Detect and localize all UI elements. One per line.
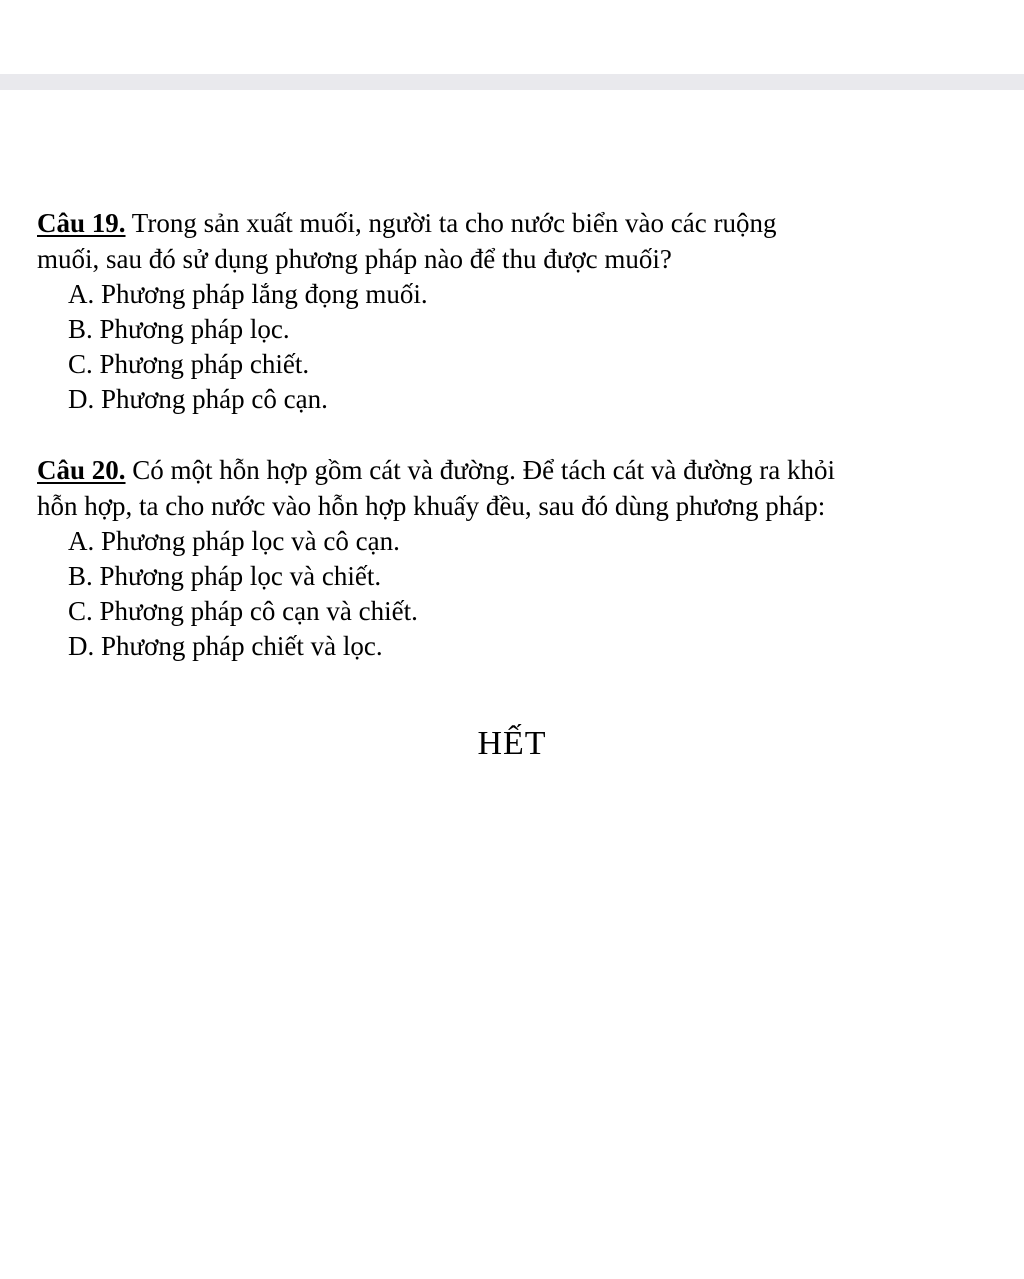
question-20-line-1 — [37, 452, 987, 488]
question-20 — [37, 452, 987, 664]
question-19-option-d: D. Phương pháp cô cạn. — [68, 384, 328, 414]
question-20-number: Câu 20. — [37, 455, 126, 485]
question-20-options — [37, 524, 987, 664]
question-20-stem — [37, 452, 987, 524]
question-20-option-a: A. Phương pháp lọc và cô cạn. — [68, 526, 400, 556]
question-19-option-a: A. Phương pháp lắng đọng muối. — [68, 279, 428, 309]
question-19-option-b: B. Phương pháp lọc. — [68, 314, 290, 344]
question-19 — [37, 205, 987, 417]
question-20-option-d: D. Phương pháp chiết và lọc. — [68, 631, 383, 661]
end-mark: HẾT — [477, 725, 547, 762]
question-19-line-2: muối, sau đó sử dụng phương pháp nào để thu được muối? — [37, 244, 672, 274]
question-19-line-1 — [37, 205, 987, 241]
question-19-stem — [37, 205, 987, 277]
viewer-top-bar — [0, 74, 1024, 90]
question-19-option-c: C. Phương pháp chiết. — [68, 349, 310, 379]
question-19-options — [37, 277, 987, 417]
question-20-line-2: hỗn hợp, ta cho nước vào hỗn hợp khuấy đều, sau đó dùng phương pháp: — [37, 491, 826, 521]
question-19-number: Câu 19. — [37, 208, 126, 238]
document-page[interactable] — [0, 90, 1024, 1279]
question-19-text-1: Trong sản xuất muối, người ta cho nước biển vào các ruộng — [125, 208, 777, 238]
question-20-option-b: B. Phương pháp lọc và chiết. — [68, 561, 382, 591]
top-margin — [0, 0, 1024, 74]
question-20-text-1: Có một hỗn hợp gồm cát và đường. Để tách cát và đường ra khỏi — [125, 455, 835, 485]
question-20-option-c: C. Phương pháp cô cạn và chiết. — [68, 596, 418, 626]
